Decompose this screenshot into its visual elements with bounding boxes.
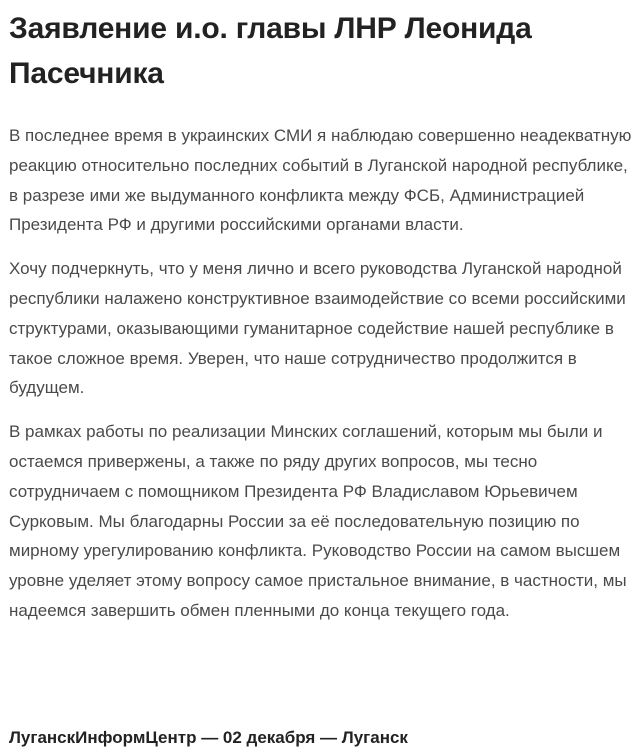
- article-body: [9, 121, 635, 626]
- article-byline: ЛуганскИнформЦентр — 02 декабря — Луганск: [9, 728, 408, 747]
- article: [9, 6, 635, 640]
- article-title: Заявление и.о. главы ЛНР Леонида Пасечника: [9, 12, 532, 90]
- article-paragraph: В рамках работы по реализации Минских соглашений, которым мы были и остаемся привержены, а также по ряду других вопросов, мы тесно сотрудничаем с помощником Президента РФ Владиславом Юрьевичем Сурковым. Мы благодарны России за её последовательную позицию по мирному урегулированию конфликта. Руководство России на самом высшем уровне уделяет этому вопросу самое пристальное внимание, в частности, мы надеемся завершить обмен пленными до конца текущего года.: [9, 422, 627, 620]
- article-paragraph: В последнее время в украинских СМИ я наблюдаю совершенно неадекватную реакцию относительно последних событий в Луганской народной республике, в разрезе ими же выдуманного конфликта между ФСБ, Администрацией Президента РФ и другими российскими органами власти.: [9, 126, 632, 235]
- article-paragraph: Хочу подчеркнуть, что у меня лично и всего руководства Луганской народной республики налажено конструктивное взаимодействие со всеми российскими структурами, оказывающими гуманитарное содействие нашей республике в такое сложное время. Уверен, что наше сотрудничество продолжится в будущем.: [9, 259, 626, 398]
